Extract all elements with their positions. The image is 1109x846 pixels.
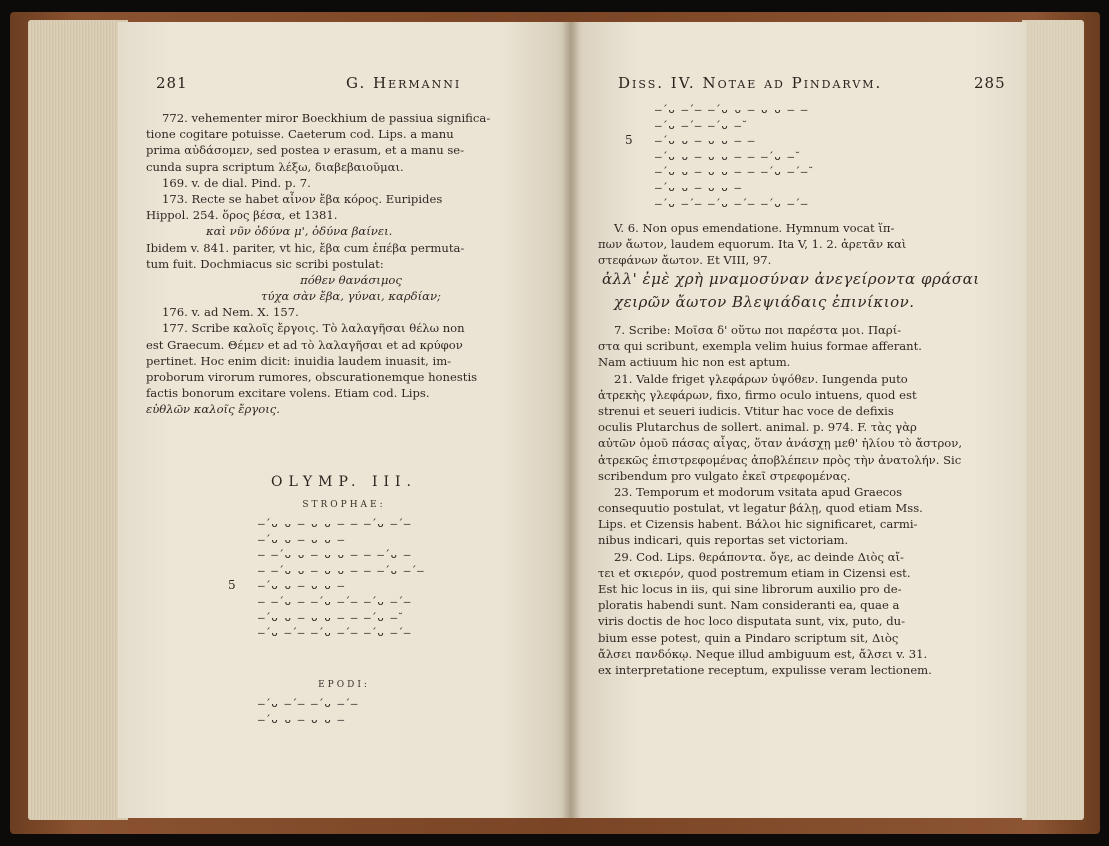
text-line: factis bonorum excitare volens. Etiam cod. Lips. xyxy=(146,386,430,401)
metre-line xyxy=(258,610,424,626)
text-line: prima αὐδάσομεν, sed postea ν erasum, et a manu se- xyxy=(146,143,465,158)
metre-pattern: –́ ᴗ ᴗ – ᴗ ᴗ – xyxy=(655,180,742,194)
text-line: 176. v. ad Nem. X. 157. xyxy=(162,305,299,320)
text-line: pertinet. Hoc enim dicit: inuidia laudem inuasit, im- xyxy=(146,353,452,368)
metre-line xyxy=(625,133,807,149)
text-line: καὶ νῦν ὀδύνα μ', ὀδύνα βαίνει. xyxy=(206,224,393,239)
text-line: est Graecum. Θέμεν et ad τὸ λαλαγῆσαι et ad κρύφον xyxy=(146,337,463,352)
right-top-metre xyxy=(625,102,808,211)
metre-line xyxy=(258,563,424,579)
text-line: στα qui scribunt, exempla velim huius formae afferant. xyxy=(598,339,922,354)
right-page xyxy=(570,22,1026,818)
verse-line-number: 5 xyxy=(625,133,633,148)
right-page-number: 285 xyxy=(974,74,1006,92)
metre-pattern: –́ ᴗ ᴗ – ᴗ ᴗ – – –́ ᴗ –́ –̆ xyxy=(655,165,808,179)
left-page-number: 281 xyxy=(156,74,188,92)
metre-pattern: – –́ ᴗ ᴗ – ᴗ ᴗ – – –́ ᴗ – xyxy=(258,548,411,562)
metre-pattern: – –́ ᴗ – –́ ᴗ –́ – –́ ᴗ –́ – xyxy=(258,594,411,608)
metre-pattern: –́ ᴗ ᴗ – ᴗ ᴗ – xyxy=(258,532,345,546)
text-line: tione cogitare potuisse. Caeterum cod. Lips. a manu xyxy=(146,127,454,142)
metre-pattern: –́ ᴗ –́ – –́ ᴗ –̆ xyxy=(655,118,742,132)
metre-line xyxy=(258,516,424,532)
metre-pattern: –́ ᴗ ᴗ – ᴗ ᴗ – – –́ ᴗ –̆ xyxy=(655,149,795,163)
metre-pattern: –́ ᴗ –́ – –́ ᴗ –́ – xyxy=(258,697,358,710)
metre-pattern: – –́ ᴗ ᴗ – ᴗ ᴗ – – –́ ᴗ –́ – xyxy=(258,563,424,577)
metre-line xyxy=(258,712,357,728)
text-line: πων ἄωτον, laudem equorum. Ita V, 1. 2. ἀρετᾶν καὶ xyxy=(598,237,907,252)
text-line: αὐτῶν ὁμοῦ πάσας αἶγας, ὅταν ἀνάσχῃ μεθ' ἡλίου τὸ ἄστρον, xyxy=(598,436,963,451)
metre-line xyxy=(655,196,807,212)
section-title: OLYMP. III. xyxy=(271,474,417,490)
text-line: εὐθλῶν καλοῖς ἔργοις. xyxy=(146,402,280,417)
text-line: oculis Plutarchus de sollert. animal. p. 974. F. τὰς γὰρ xyxy=(598,420,917,435)
metre-pattern: –́ ᴗ ᴗ – ᴗ ᴗ – xyxy=(258,579,345,593)
text-line: 29. Cod. Lips. θεράποντα. ὄγε, ac deinde Διὸς αἴ- xyxy=(614,549,904,564)
text-line: nibus indicari, quis reportas set victoriam. xyxy=(598,533,849,548)
text-line: 23. Temporum et modorum vsitata apud Graecos xyxy=(614,484,903,499)
text-line: 21. Valde friget γλεφάρων ὑψόθεν. Iungenda puto xyxy=(614,371,908,386)
text-line: Ibidem v. 841. pariter, vt hic, ἔβα cum ἐπέβα permuta- xyxy=(146,240,465,255)
metre-pattern: –́ ᴗ ᴗ – ᴗ ᴗ – – –́ ᴗ –̆ xyxy=(258,610,398,624)
text-line: 7. Scribe: Μοῖσα δ' οὕτω ποι παρέστα μοι. Παρί- xyxy=(614,323,902,337)
right-page-edges xyxy=(1022,20,1084,820)
epodi-metre xyxy=(258,696,357,727)
text-line: strenui et seueri iudicis. Vtitur hac voce de defixis xyxy=(598,403,894,418)
text-line: Hippol. 254. ὅρος βέσα, et 1381. xyxy=(146,208,338,223)
metre-line xyxy=(228,578,424,594)
text-line: Nam actiuum hic non est aptum. xyxy=(598,355,791,370)
text-line: 173. Recte se habet αἶνον ἔβα κόρος. Euripides xyxy=(162,191,443,206)
text-line: 772. vehementer miror Boeckhium de passiua significa- xyxy=(162,111,491,125)
text-line: στεφάνων ἄωτον. Et VIII, 97. xyxy=(598,253,772,268)
metre-line xyxy=(258,547,424,563)
text-line: τύχα σὰν ἔβα, γύναι, καρδίαν; xyxy=(261,289,441,304)
text-line: proborum virorum rumores, obscurationemque honestis xyxy=(146,370,478,384)
metre-line xyxy=(258,625,424,641)
left-header-title: G. Hermanni xyxy=(346,74,462,92)
left-page xyxy=(118,22,570,818)
right-text-block-b xyxy=(598,322,1010,678)
text-line: ἄλσει πανδόκῳ. Neque illud ambiguum est, ἄλσει v. 31. xyxy=(598,646,928,661)
text-line: ex interpretatione receptum, expulisse veram lectionem. xyxy=(598,662,932,677)
strophe-metre xyxy=(228,516,424,641)
verse-line-number: 5 xyxy=(228,578,236,593)
metre-line xyxy=(655,164,807,180)
right-text-block-a xyxy=(598,220,1010,269)
epodi-label: EPODI: xyxy=(318,680,370,690)
text-line: ἀτρεκῶς ἐπιστρεφομένας ἀποβλέπειν πρὸς τὴν ἀνατολήν. Sic xyxy=(598,452,962,467)
text-line: Lips. et Cizensis habent. Βάλοι hic significaret, carmi- xyxy=(598,517,918,532)
metre-pattern: –́ ᴗ ᴗ – ᴗ ᴗ – – –́ ᴗ –́ – xyxy=(258,517,411,530)
text-line: V. 6. Non opus emendatione. Hymnum vocat ἵπ- xyxy=(614,221,895,235)
metre-line xyxy=(655,149,807,165)
book-gutter xyxy=(562,22,580,818)
text-line: Est hic locus in iis, qui sine librorum auxilio pro de- xyxy=(598,582,902,596)
metre-pattern: –́ ᴗ –́ – –́ ᴗ –́ – –́ ᴗ –́ – xyxy=(258,626,411,640)
text-line: 169. v. de dial. Pind. p. 7. xyxy=(162,175,311,190)
text-line: viris doctis de hoc loco disputata sunt, vix, puto, du- xyxy=(598,614,906,629)
text-line: τει et σκιερόν, quod postremum etiam in Cizensi est. xyxy=(598,565,911,580)
metre-pattern: –́ ᴗ –́ – –́ ᴗ ᴗ – ᴗ ᴗ – – xyxy=(655,103,808,116)
text-line: πόθεν θανάσιμος xyxy=(300,272,402,287)
text-line: 177. Scribe καλοῖς ἔργοις. Τὸ λαλαγῆσαι θέλω non xyxy=(162,321,465,336)
text-line: ploratis habendi sunt. Nam consideranti ea, quae a xyxy=(598,598,900,613)
metre-line xyxy=(655,180,807,196)
metre-line xyxy=(258,532,424,548)
metre-line xyxy=(258,696,357,712)
metre-line xyxy=(258,594,424,610)
text-line: bium esse potest, quin a Pindaro scriptum sit, Διὸς xyxy=(598,630,899,645)
text-line: scribendum pro vulgato ἐκεῖ στρεφομένας. xyxy=(598,468,851,483)
metre-line xyxy=(655,102,807,118)
right-header-title: Diss. IV. Notae ad Pindarvm. xyxy=(618,74,883,92)
text-line: ἀτρεκὴς γλεφάρων, fixo, firmo oculo intuens, quod est xyxy=(598,387,917,402)
text-line: tum fuit. Dochmiacus sic scribi postulat: xyxy=(146,256,384,271)
greek-quote-line-1: ἀλλ' ἐμὲ χρὴ μναμοσύναν ἀνεγείροντα φράσαι xyxy=(602,270,980,288)
metre-pattern: –́ ᴗ ᴗ – ᴗ ᴗ – – xyxy=(655,134,755,148)
greek-quote-line-2: χειρῶν ἄωτον Βλεψιάδαις ἐπινίκιον. xyxy=(614,293,915,311)
left-text-block xyxy=(146,110,556,418)
metre-line xyxy=(655,118,807,134)
metre-pattern: –́ ᴗ ᴗ – ᴗ ᴗ – xyxy=(258,712,345,726)
left-page-edges xyxy=(28,20,128,820)
text-line: cunda supra scriptum λέξω, διαβεβαιοῦμαι. xyxy=(146,159,404,174)
metre-pattern: –́ ᴗ –́ – –́ ᴗ –́ – –́ ᴗ –́ – xyxy=(655,196,808,210)
strophe-label: STROPHAE: xyxy=(302,500,386,510)
text-line: consequutio postulat, vt legatur βάλῃ, quod etiam Mss. xyxy=(598,501,923,516)
